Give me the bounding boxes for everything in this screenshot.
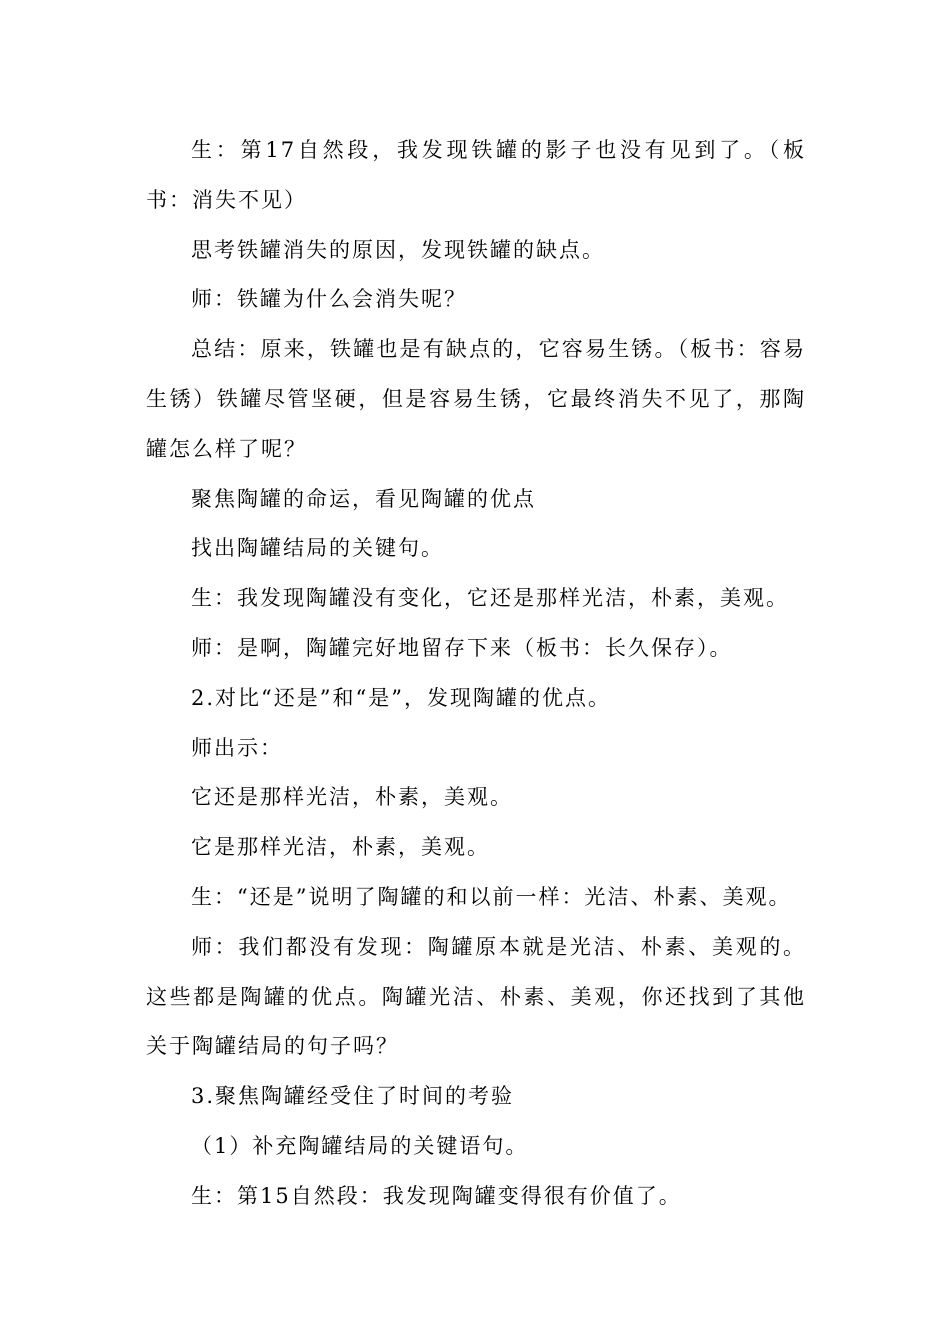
paragraph-12: 它是那样光洁，朴素，美观。 [191, 835, 490, 860]
paragraph-2: 思考铁罐消失的原因，发现铁罐的缺点。 [191, 237, 605, 262]
paragraph-10: 师出示： [191, 735, 283, 760]
document-body [146, 126, 806, 1222]
paragraph-6: 找出陶罐结局的关键句。 [191, 536, 444, 561]
paragraph-8: 师：是啊，陶罐完好地留存下来（板书：长久保存）。 [191, 635, 733, 660]
paragraph-5: 聚焦陶罐的命运，看见陶罐的优点 [191, 486, 536, 511]
paragraph-11: 它还是那样光洁，朴素，美观。 [191, 785, 513, 810]
paragraph-16: （1）补充陶罐结局的关键语句。 [191, 1133, 529, 1158]
paragraph-13: 生：“还是”说明了陶罐的和以前一样：光洁、朴素、美观。 [191, 884, 792, 909]
paragraph-3: 师：铁罐为什么会消失呢？ [191, 287, 467, 312]
paragraph-7: 生：我发现陶罐没有变化，它还是那样光洁，朴素，美观。 [191, 586, 789, 611]
paragraph-17: 生：第15自然段：我发现陶罐变得很有价值了。 [191, 1183, 682, 1208]
paragraph-4: 总结：原来，铁罐也是有缺点的，它容易生锈。（板书：容易生锈）铁罐尽管坚硬，但是容易生锈，它最终消失不见了，那陶罐怎么样了呢？ [146, 337, 806, 461]
paragraph-14: 师：我们都没有发现：陶罐原本就是光洁、朴素、美观的。这些都是陶罐的优点。陶罐光洁、朴素、美观，你还找到了其他关于陶罐结局的句子吗？ [146, 934, 806, 1059]
paragraph-15: 3.聚焦陶罐经受住了时间的考验 [191, 1084, 515, 1109]
paragraph-9: 2.对比“还是”和“是”，发现陶罐的优点。 [191, 685, 611, 710]
paragraph-1: 生：第17自然段，我发现铁罐的影子也没有见到了。（板书：消失不见） [146, 138, 806, 212]
